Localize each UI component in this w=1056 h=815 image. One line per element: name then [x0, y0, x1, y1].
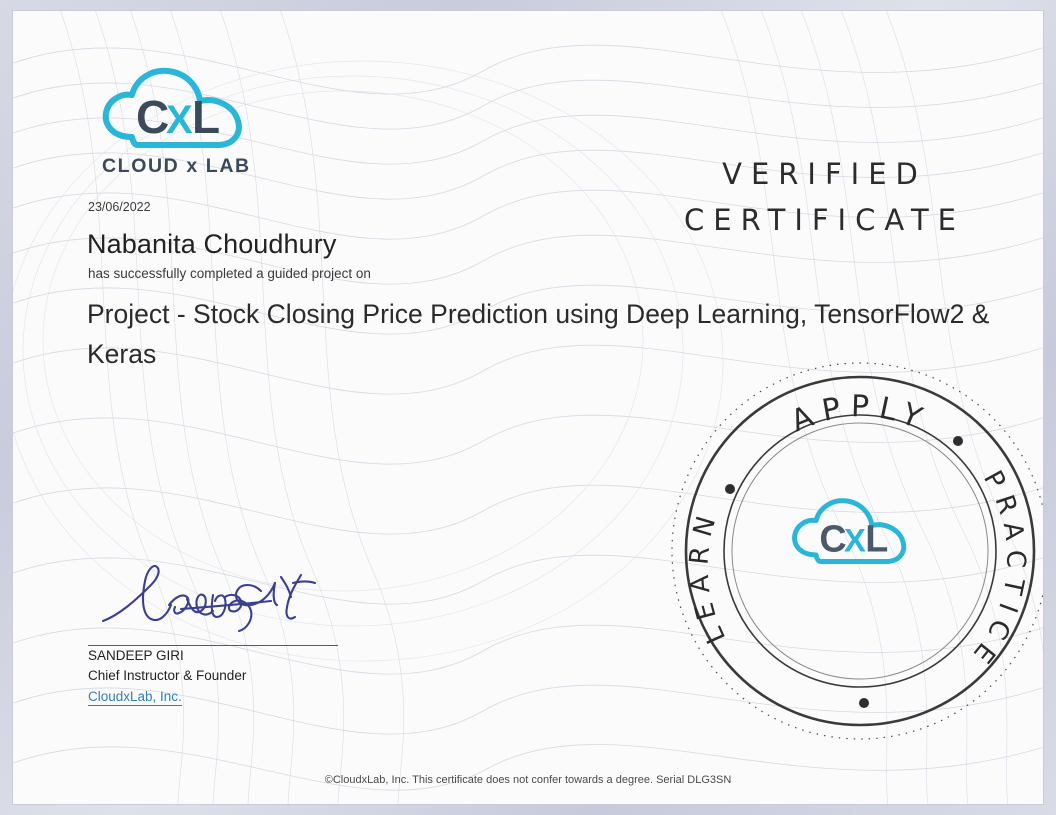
svg-text:L: L	[192, 91, 221, 143]
seal-center-logo	[795, 501, 904, 562]
heading-line-verified: VERIFIED	[722, 157, 927, 191]
signature-mark	[95, 549, 325, 649]
svg-text:X: X	[843, 521, 866, 559]
certificate-inner-panel	[13, 11, 1043, 804]
verification-seal	[668, 359, 1043, 744]
svg-text:X: X	[166, 98, 193, 142]
cloudxlab-logo	[88, 59, 288, 184]
logo-wordmark: CLOUD x LAB	[102, 155, 251, 177]
heading-line-certificate: CERTIFICATE	[684, 203, 965, 237]
svg-text:C: C	[819, 517, 847, 560]
signatory-name: SANDEEP GIRI	[88, 648, 184, 663]
recipient-name: Nabanita Choudhury	[87, 229, 337, 259]
seal-word-top: APPLY	[786, 389, 935, 440]
svg-text:APPLY	[786, 389, 935, 439]
signatory-company-link[interactable]: CloudxLab, Inc.	[88, 689, 182, 704]
signature-rule	[88, 645, 338, 646]
course-title: Project - Stock Closing Price Prediction using Deep Learning, TensorFlow2 & Keras	[87, 299, 990, 369]
verified-certificate-heading	[684, 157, 965, 237]
certificate-footer	[0, 774, 1056, 786]
svg-text:L: L	[865, 517, 889, 560]
footer-text: ©CloudxLab, Inc. This certificate does not confer towards a degree. Serial DLG3SN	[324, 774, 732, 786]
svg-text:PRACTICE	[961, 466, 1030, 675]
svg-text:LEARN	[684, 504, 732, 647]
signatory-role: Chief Instructor & Founder	[88, 668, 247, 683]
seal-word-left: LEARN	[684, 504, 733, 648]
completion-subline: has successfully completed a guided project on	[88, 266, 371, 281]
svg-text:C: C	[136, 91, 170, 143]
certificate-content	[13, 11, 1043, 804]
issue-date: 23/06/2022	[88, 200, 151, 214]
seal-word-right: PRACTICE	[961, 465, 1031, 676]
